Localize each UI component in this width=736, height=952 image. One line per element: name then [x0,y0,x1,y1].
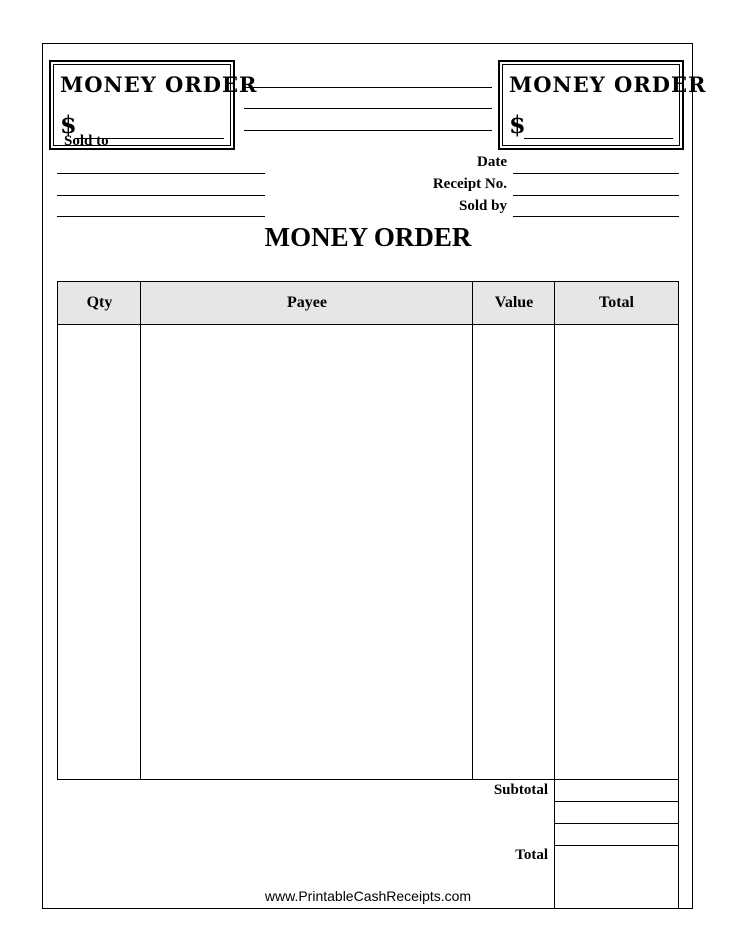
table-header [57,281,679,325]
sold-to-line-1[interactable] [57,173,265,174]
money-order-amount-line[interactable] [524,138,673,139]
sold-by-label: Sold by [459,198,507,214]
column-header-total: Total [599,294,634,311]
receipt-no-label: Receipt No. [432,176,507,192]
column-divider-total-right [678,281,679,909]
center-blank-line-2[interactable] [244,108,492,109]
totals-row-line-3 [554,845,679,846]
subtotal-row-line [554,801,679,802]
money-order-box-title: MONEY ORDER [60,72,258,97]
subtotal-label: Subtotal [493,782,548,798]
center-blank-line-1[interactable] [244,87,492,88]
total-label: Total [515,847,548,863]
footer-website[interactable]: www.PrintableCashReceipts.com [264,888,472,904]
document-title: MONEY ORDER [264,222,472,252]
money-order-box-right [498,60,707,150]
money-order-dollar-sign: $ [509,110,526,139]
date-field[interactable] [513,173,679,174]
line-items-table [57,281,679,780]
sold-to-line-3[interactable] [57,216,265,217]
money-order-dollar-sign: $ [60,110,77,139]
column-divider-qty [140,281,141,780]
receipt-no-field[interactable] [513,195,679,196]
sold-to-line-2[interactable] [57,195,265,196]
center-blank-line-3[interactable] [244,130,492,131]
money-order-box-title: MONEY ORDER [509,72,707,97]
column-header-payee: Payee [287,294,327,311]
date-label: Date [477,154,507,170]
column-divider-payee [472,281,473,780]
column-divider-value [554,281,555,909]
sold-to-label: Sold to [64,133,109,149]
column-header-value: Value [494,294,534,311]
totals-row-line-2 [554,823,679,824]
sold-by-field[interactable] [513,216,679,217]
column-header-qty: Qty [86,294,113,311]
